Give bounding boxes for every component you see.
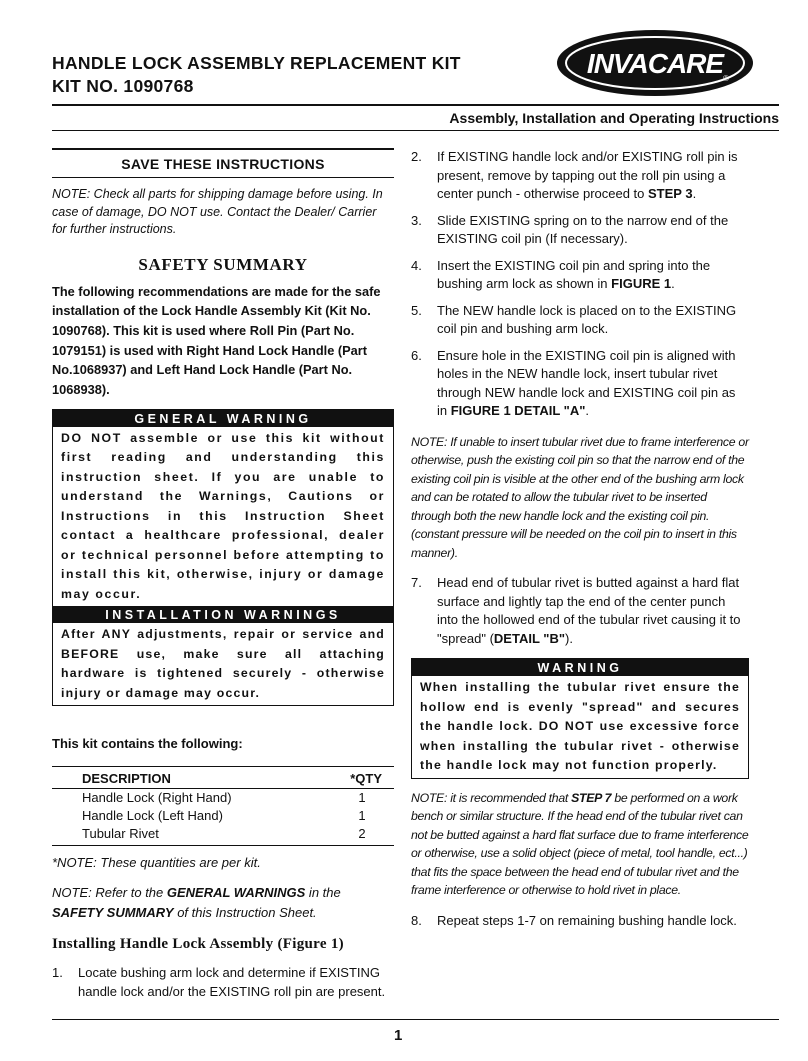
step-7 — [411, 574, 749, 648]
quantity-note: *NOTE: These quantities are per kit. — [52, 855, 261, 871]
warning-heading: WARNING — [412, 659, 748, 676]
step-text-body: If EXISTING handle lock and/or EXISTING roll pin is present, remove by tapping out the roll pin using a center punch - otherwise proceed to — [437, 149, 738, 201]
ref-note-text: of this Instruction Sheet. — [173, 905, 317, 921]
step-1 — [52, 964, 394, 1001]
title-line-1: HANDLE LOCK ASSEMBLY REPLACEMENT KIT — [52, 53, 461, 73]
row-description: Tubular Rivet — [82, 826, 159, 842]
step-7-note — [411, 789, 749, 900]
step-text-end: . — [585, 403, 589, 418]
ref-note-text: in the — [305, 885, 341, 901]
installing-heading: Installing Handle Lock Assembly (Figure 1) — [52, 936, 344, 953]
row-qty: 2 — [358, 826, 366, 842]
detail-b-reference: DETAIL "B" — [493, 630, 565, 646]
general-warnings-reference-note — [52, 883, 394, 923]
figure-1-reference: FIGURE 1 — [611, 276, 672, 291]
note-text: NOTE: it is recommended that — [411, 790, 572, 805]
step-text-body: Insert the EXISTING coil pin and spring into the bushing arm lock as shown in — [437, 257, 711, 291]
step-text-end: . — [671, 276, 675, 291]
ref-note-safety-summary: SAFETY SUMMARY — [52, 905, 174, 921]
ref-note-general-warnings: GENERAL WARNINGS — [166, 885, 306, 901]
detail-a-reference: FIGURE 1 DETAIL "A" — [450, 403, 586, 418]
step-4 — [411, 257, 749, 294]
step-text — [437, 574, 749, 648]
logo-text: INVACARE — [586, 48, 724, 79]
table-header-row — [52, 767, 394, 789]
column-header-qty: *QTY — [350, 771, 382, 787]
subtitle-rule — [52, 130, 779, 131]
step-text-end: . — [692, 186, 697, 201]
step-5 — [411, 302, 749, 339]
right-column — [411, 148, 749, 930]
row-qty: 1 — [358, 790, 366, 806]
header-rule — [52, 104, 779, 106]
kit-contents-heading: This kit contains the following: — [52, 736, 243, 752]
step-number: 2. — [411, 149, 422, 164]
step-text — [437, 257, 749, 294]
table-row — [52, 807, 394, 825]
footer-rule — [52, 1019, 779, 1020]
general-warning-heading: GENERAL WARNING — [53, 410, 393, 427]
row-description: Handle Lock (Right Hand) — [82, 790, 232, 806]
row-qty: 1 — [358, 808, 366, 824]
general-warning-box — [52, 409, 394, 707]
rivet-insertion-note: NOTE: If unable to insert tubular rivet due to frame interference or otherwise, push the existing coil pin so that the narrow end of the existing coil pin is visible at the other end of the bushing arm lock and can be rotated to allow the tubular rivet to be inserted through both the new handle lock and the existing coil pin. (constant pressure will be needed on the coil pin to insert in this manner). — [411, 434, 749, 560]
logo-registered-mark: ® — [723, 74, 729, 83]
left-column — [52, 148, 394, 1001]
installation-warnings-heading: INSTALLATION WARNINGS — [53, 606, 393, 623]
step-number: 8. — [411, 912, 422, 928]
step-3-reference: STEP 3 — [648, 186, 693, 201]
step-text — [437, 347, 749, 421]
step-text-body: Head end of tubular rivet is butted against a hard flat surface and lightly tap the end of the center punch into the hollowed end of the tubular rivet causing it to "spread" ( — [437, 575, 741, 646]
step-text: Repeat steps 1-7 on remaining bushing handle lock. — [437, 912, 737, 928]
table-row — [52, 789, 394, 807]
safety-intro: The following recommendations are made for the safe installation of the Lock Handle Assembly Kit (Kit No. 1090768). This kit is used where Roll Pin (Part No. 1079151) is used with Right Hand Lock Handle (Part No.1068937) and Left Hand Lock Handle (Part No. 1068938). — [52, 283, 381, 398]
step-text — [437, 148, 749, 204]
step-number: 3. — [411, 212, 422, 228]
shipping-note: NOTE: Check all parts for shipping damage before using. In case of damage, DO NOT use. Contact the Dealer/ Carrier for further instructions. — [52, 187, 383, 236]
table-row — [52, 825, 394, 845]
installation-warnings-text: After ANY adjustments, repair or service and BEFORE use, make sure all attaching hardware is tightened securely - otherwise injury or damage may occur. — [61, 627, 385, 700]
invacare-logo — [555, 27, 755, 97]
step-number: 5. — [411, 302, 422, 318]
safety-summary-title: SAFETY SUMMARY — [138, 254, 308, 274]
step-number: 1. — [52, 965, 63, 981]
step-number: 4. — [411, 257, 422, 273]
step-number: 7. — [411, 575, 422, 590]
save-instructions-heading: SAVE THESE INSTRUCTIONS — [52, 148, 394, 178]
step-text: The NEW handle lock is placed on to the EXISTING coil pin and bushing arm lock. — [437, 302, 737, 336]
note-text: be performed on a work bench or similar structure. If the head end of the tubular rivet can not be butted against a hard flat surface due to frame interference or otherwise, use a solid object (piece of metal, tool handle, ect...) that fits the space between the head end of tubular rivet and the frame interference or otherwise to hold rivet in place. — [411, 790, 749, 897]
kit-contents-table — [52, 766, 394, 846]
column-header-description: DESCRIPTION — [82, 771, 171, 787]
document-title — [52, 52, 461, 98]
general-warning-text: DO NOT assemble or use this kit without first reading and understanding this instruction sheet. If you are unable to understand the Warnings, Cautions or Instructions in this Instruction Sheet contact a healthcare professional, dealer or technical personnel before attempting to install this kit, otherwise, injury or damage may occur. — [61, 430, 385, 601]
step-text: Locate bushing arm lock and determine if EXISTING handle lock and/or the EXISTING roll pin are present. — [78, 965, 386, 999]
row-description: Handle Lock (Left Hand) — [82, 808, 223, 824]
step-3 — [411, 212, 749, 249]
rivet-warning-box — [411, 658, 749, 779]
step-number: 6. — [411, 347, 422, 363]
step-6 — [411, 347, 749, 421]
page-number: 1 — [394, 1027, 403, 1044]
step-8 — [411, 912, 749, 931]
step-text-end: ). — [565, 630, 573, 646]
subtitle: Assembly, Installation and Operating Instructions — [449, 110, 779, 126]
step-text: Slide EXISTING spring on to the narrow end of the EXISTING coil pin (If necessary). — [437, 212, 729, 246]
warning-text: When installing the tubular rivet ensure the hollow end is evenly "spread" and secures the handle lock. DO NOT use excessive force when installing the tubular rivet - otherwise the handle lock may not function properly. — [420, 680, 740, 772]
title-line-2: KIT NO. 1090768 — [52, 76, 194, 96]
step-text-body: Ensure hole in the EXISTING coil pin is aligned with holes in the NEW handle lock, insert tubular rivet through NEW handle lock and EXISTING coil pin as in — [437, 347, 736, 418]
ref-note-text: NOTE: Refer to the — [52, 885, 167, 901]
step-7-reference: STEP 7 — [571, 790, 612, 805]
step-2 — [411, 148, 749, 204]
